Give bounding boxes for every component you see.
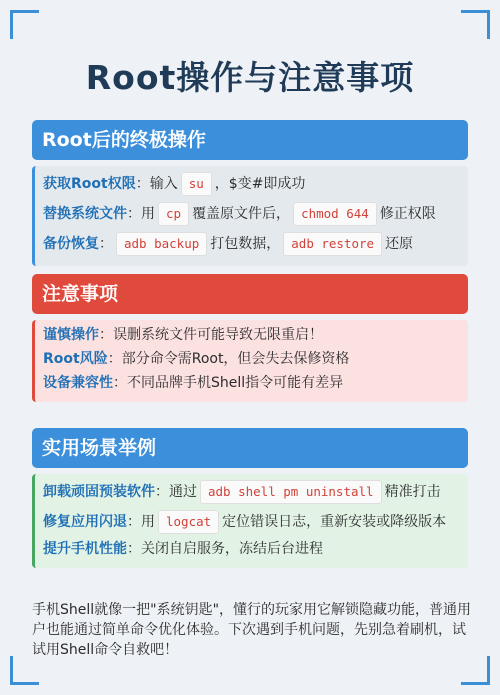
item-text: 打包数据， xyxy=(210,236,281,252)
section-root-operations xyxy=(32,120,468,266)
item-label: 卸载顽固预装软件 xyxy=(43,484,155,500)
code-snippet: logcat xyxy=(158,510,219,534)
item-text: 修正权限 xyxy=(379,206,436,222)
item-text: ：用 xyxy=(127,206,155,222)
footer-paragraph: 手机Shell就像一把"系统钥匙"，懂行的玩家用它解锁隐藏功能，普通用户也能通过简单命令优化体验。下次遇到手机问题，先别急着刷机，试试用Shell命令自救吧！ xyxy=(32,602,472,658)
item-text: ：部分命令需Root，但会失去保修资格 xyxy=(107,351,350,367)
corner-decoration-bottom-right xyxy=(461,656,490,685)
list-item xyxy=(43,350,460,368)
item-label: 提升手机性能 xyxy=(43,541,127,557)
list-item xyxy=(43,326,460,344)
item-text: ：输入 xyxy=(135,176,178,192)
section-body xyxy=(32,474,468,568)
item-text: 精准打击 xyxy=(384,484,441,500)
item-text: ：用 xyxy=(127,514,155,530)
item-text: 覆盖原文件后， xyxy=(192,206,291,222)
code-snippet: chmod 644 xyxy=(293,202,377,226)
code-snippet: adb restore xyxy=(283,232,382,256)
corner-decoration-top-left xyxy=(10,10,39,39)
list-item xyxy=(43,172,460,196)
corner-decoration-bottom-left xyxy=(10,656,39,685)
corner-decoration-top-right xyxy=(461,10,490,39)
section-use-cases xyxy=(32,428,468,568)
item-label: 替换系统文件 xyxy=(43,206,127,222)
item-text: ：不同品牌手机Shell指令可能有差异 xyxy=(113,375,344,391)
list-item xyxy=(43,510,460,534)
code-snippet: su xyxy=(181,172,212,196)
code-snippet: adb shell pm uninstall xyxy=(200,480,382,504)
item-label: 设备兼容性 xyxy=(43,375,113,391)
item-label: 备份恢复 xyxy=(43,236,99,252)
list-item xyxy=(43,202,460,226)
item-label: Root风险 xyxy=(43,351,108,367)
section-heading: 注意事项 xyxy=(32,274,468,314)
list-item xyxy=(43,374,460,392)
list-item xyxy=(43,540,460,558)
section-precautions xyxy=(32,274,468,402)
section-heading: 实用场景举例 xyxy=(32,428,468,468)
item-text: 还原 xyxy=(385,236,414,252)
item-label: 获取Root权限 xyxy=(43,176,136,192)
item-label: 修复应用闪退 xyxy=(43,514,127,530)
code-snippet: adb backup xyxy=(116,232,207,256)
section-heading: Root后的终极操作 xyxy=(32,120,468,160)
item-text: ：误删系统文件可能导致无限重启！ xyxy=(99,327,323,343)
item-text: ：关闭自启服务，冻结后台进程 xyxy=(127,541,323,557)
section-body xyxy=(32,320,468,402)
item-text: ： xyxy=(99,236,113,252)
item-text: ，$变#即成功 xyxy=(214,176,306,192)
code-snippet: cp xyxy=(158,202,189,226)
item-text: ：通过 xyxy=(155,484,197,500)
item-label: 谨慎操作 xyxy=(43,327,99,343)
page-title: Root操作与注意事项 xyxy=(85,58,415,97)
list-item xyxy=(43,232,460,256)
list-item xyxy=(43,480,460,504)
item-text: 定位错误日志，重新安装或降级版本 xyxy=(222,514,447,530)
section-body xyxy=(32,166,468,266)
